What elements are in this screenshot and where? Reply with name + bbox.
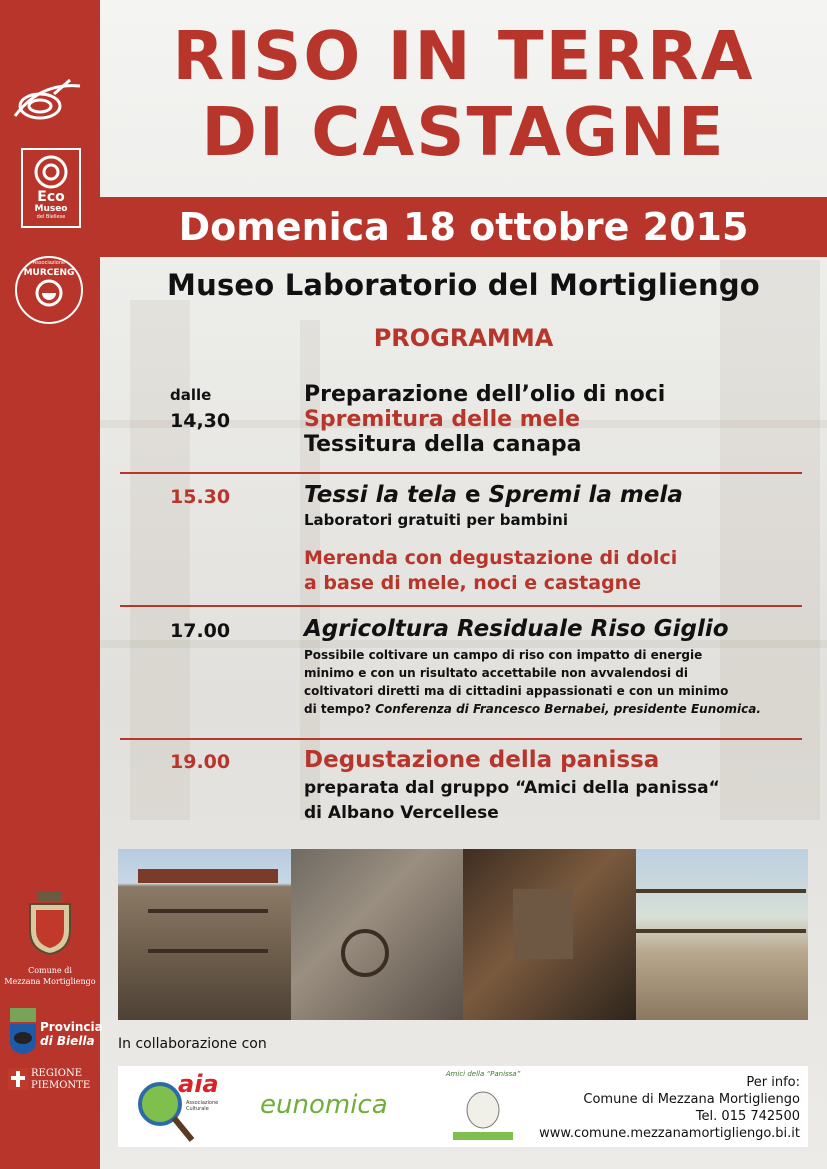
photo-loom [291,849,464,1020]
provincia-label-1: Provincia [40,1020,103,1034]
date-band [100,197,827,257]
program-item-2 [120,480,800,605]
program-item-1 [120,382,800,472]
biellese-label: del Biellese [36,214,66,220]
activity-line: Merenda con degustazione di dolci [304,547,678,569]
desc-line: coltivatori diretti ma di cittadini appassionati e con un minimo [304,684,729,698]
photo-press [463,849,636,1020]
divider [120,472,802,474]
time-prefix: dalle [170,386,212,404]
photo-strip [118,849,808,1020]
item-body [304,745,804,825]
title-part-b: Spremi la mela [488,482,683,508]
contact-info [539,1074,800,1142]
info-title: Per info: [746,1075,800,1090]
activity-line: Spremitura delle mele [304,407,580,432]
item-body [304,382,804,457]
program-item-4 [120,745,800,835]
aia-subtitle: Associazione Culturale [186,1100,219,1112]
murceng-top-label: Associazione [32,260,66,266]
desc-line: minimo e con un risultato accettabile non avvalendosi di [304,666,688,680]
info-org: Comune di Mezzana Mortigliengo [583,1092,800,1107]
comune-label-1: Comune di [28,966,72,975]
divider [120,605,802,607]
event-date: Domenica 18 ottobre 2015 [178,205,749,249]
title-line-1: RISO IN TERRA [172,17,755,95]
time: 14,30 [170,410,231,432]
info-web[interactable]: www.comune.mezzanamortigliengo.bi.it [539,1126,800,1141]
regione-label-1: REGIONE [31,1068,83,1079]
venue: Museo Laboratorio del Mortigliengo [167,268,760,302]
activity-line: di Albano Vercellese [304,803,499,823]
activity-title: Agricoltura Residuale Riso Giglio [304,616,729,642]
activity-title [304,480,804,510]
regione-crest-icon [8,1068,28,1090]
activity-line: preparata dal gruppo “Amici della panissa“ [304,778,720,798]
poster-title [100,18,827,170]
item-body [304,480,804,594]
collaboration-label: In collaborazione con [118,1036,267,1052]
desc-line: di tempo? [304,702,372,716]
activity-title: Degustazione della panissa [304,747,660,773]
partners-box [118,1066,808,1147]
ecomuseo-logo [21,148,81,228]
provincia-label-2: di Biella [40,1034,95,1048]
aia-name: aia [178,1070,219,1098]
time: 19.00 [170,751,231,773]
eco-label: Eco [37,189,65,205]
ecomuseo-spiral-logo [10,72,88,134]
program-item-3 [120,612,800,737]
provincia-bear-icon [8,1008,38,1054]
comune-label-2: Mezzana Mortigliengo [4,977,96,986]
time: 17.00 [170,620,231,642]
photo-balconies [636,849,809,1020]
sidebar [0,0,103,1169]
photo-old-house [118,849,291,1020]
murceng-logo [12,253,86,327]
amici-panissa-logo [438,1070,528,1144]
desc-line-last [304,700,804,718]
divider [120,738,802,740]
title-join: e [457,482,489,508]
murceng-label: MURCENG [23,268,75,278]
eunomica-logo: eunomica [260,1090,388,1120]
item-body [304,612,804,718]
amici-label: Amici della “Panissa” [445,1070,521,1078]
title-part-a: Tessi la tela [304,482,458,508]
activity-line: Tessitura della canapa [304,432,582,457]
time: 15.30 [170,486,231,508]
activity-line: Preparazione dell’olio di noci [304,382,666,407]
title-line-2: DI CASTAGNE [201,93,726,171]
info-tel: Tel. 015 742500 [695,1109,800,1124]
comune-crest-icon [26,890,74,956]
conference-credit: Conferenza di Francesco Bernabei, presidente Eunomica. [375,702,761,716]
museo-label: Museo [34,204,68,214]
desc-line: Possibile coltivare un campo di riso con impatto di energie [304,648,703,662]
regione-label-2: PIEMONTE [31,1080,91,1091]
activity-subtitle: Laboratori gratuiti per bambini [304,511,568,529]
program-heading: PROGRAMMA [373,324,554,352]
activity-line: a base di mele, noci e castagne [304,572,642,594]
aia-magnifier-logo [130,1070,240,1142]
